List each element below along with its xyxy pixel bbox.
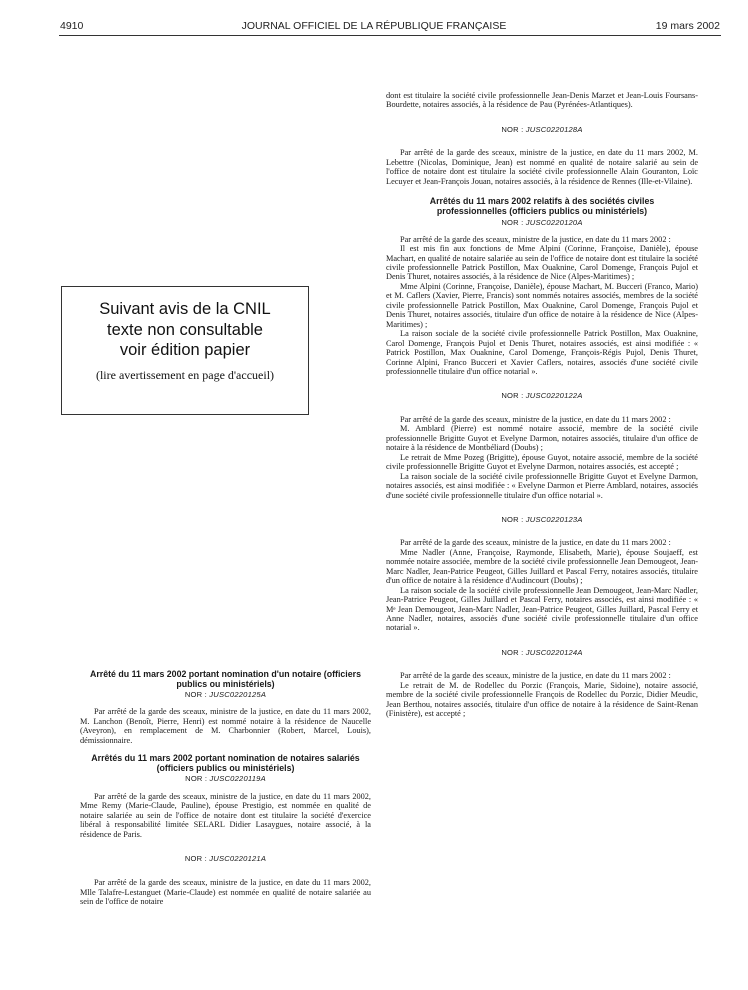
paragraph: Mme Nadler (Anne, Françoise, Raymonde, Elisabeth, Marie), épouse Soujaeff, est nommée notaire associée, membre de la société civile professionnelle Jean Demougeot, Jean-Marc Nadler, Jean-Patrice Peugeot, Gilles Juillard et Pascal Ferry, notaires associés, titulaire d'un office de notaire à la résidence d'Audincourt (Doubs) ; bbox=[386, 547, 698, 586]
paragraph: Le retrait de Mme Pozeg (Brigitte), épouse Guyot, notaire associé, membre de la société civile professionnelle Brigitte Guyot et Evelyne Darmon, notaires associés, est accepté ; bbox=[386, 452, 698, 472]
paragraph: Le retrait de M. de Rodellec du Porzic (François, Marie, Sidoine), notaire associé, membre de la société civile professionnelle François de Rodellec du Porzic, Didier Meudic, Jean Berthou, notaires associés, titulaire d'un office de notaire à la résidence de Saint-Renan (Finistère), est accepté ; bbox=[386, 680, 698, 719]
paragraph: Par arrêté de la garde des sceaux, ministre de la justice, en date du 11 mars 2002, Mlle Talafre-Lestanguet (Marie-Claude) est nommée en qualité de notaire salariée au sein de l'office de notaire bbox=[80, 878, 371, 907]
paragraph: Par arrêté de la garde des sceaux, ministre de la justice, en date du 11 mars 2002, M. Lanchon (Benoît, Pierre, Henri) est nommé notaire à la résidence de Naucelle (Aveyron), en remplacement de M. Charbonnier (Robert, Marcel, Louis), démissionnaire. bbox=[80, 707, 371, 745]
paragraph: La raison sociale de la société civile professionnelle Patrick Postillon, Max Ouaknine, Carol Domenge, François Pujol et Denis Thuret, notaires associés, est ainsi modifiée : « Patrick Postillon, Max Ouaknine, Carol Domenge, François-Régis Pujol, Denis Thuret, Corinne Alpini, Franco Bucceri et Xavier Caflers, notaires, associés d'une société civile professionnelle titulaire d'un office notarial ». bbox=[386, 329, 698, 376]
nor-reference: NOR : JUSC0220123A bbox=[501, 514, 583, 524]
paragraph: Il est mis fin aux fonctions de Mme Alpini (Corinne, Françoise, Danièle), épouse Machart, en qualité de notaire salariée au sein de l'office de notaire dont est titulaire la société civile professionnelle Patrick Postillon, Max Ouaknine, Carol Domenge, François Pujol et Denis Thuret, notaires associés, à la résidence de Nice (Alpes-Maritimes) ; bbox=[386, 244, 698, 282]
cnil-line-4: (lire avertissement en page d'accueil) bbox=[95, 367, 275, 382]
paragraph-continued: dont est titulaire la société civile professionnelle Jean-Denis Marzet et Jean-Louis Foursans-Bourdette, notaires associés, à la résidence de Pau (Pyrénées-Atlantiques). bbox=[386, 91, 698, 110]
paragraph: La raison sociale de la société civile professionnelle Brigitte Guyot et Evelyne Darmon, notaires associés, est ainsi modifiée : « Evelyne Darmon et Pierre Amblard, notaires, associés d'une société civile professionnelle titulaire d'un office notarial ». bbox=[386, 471, 698, 500]
nor-reference: NOR : JUSC0220119A bbox=[185, 774, 266, 784]
paragraph: Par arrêté de la garde des sceaux, ministre de la justice, en date du 11 mars 2002 : bbox=[400, 414, 671, 424]
left-column bbox=[80, 669, 371, 907]
paragraph: Par arrêté de la garde des sceaux, ministre de la justice, en date du 11 mars 2002, M. Lebettre (Nicolas, Dominique, Jean) est nommé en qualité de notaire salarié au sein de l'office de notaire dont est titulaire la société civile professionnelle Alain Gouranton, Loïc Lecuyer et Jean-François Jouan, notaires associés, à la résidence de Rennes (Ille-et-Vilaine). bbox=[386, 148, 698, 186]
cnil-notice-box bbox=[61, 286, 309, 415]
nor-reference: NOR : JUSC0220120A bbox=[501, 218, 583, 228]
paragraph: Par arrêté de la garde des sceaux, ministre de la justice, en date du 11 mars 2002, Mme Remy (Marie-Claude, Pauline), épouse Prestigio, est nommée en qualité de notaire salariée au sein de l'office de notaire dont est titulaire la société d'exercice libéral à responsabilité limitée SELARL Didier Lasaygues, notaire associé, à la résidence de Paris. bbox=[80, 791, 371, 839]
paragraph: Par arrêté de la garde des sceaux, ministre de la justice, en date du 11 mars 2002 : bbox=[400, 671, 671, 681]
paragraph: M. Amblard (Pierre) est nommé notaire associé, membre de la société civile professionnelle Brigitte Guyot et Evelyne Darmon, notaires associés, titulaire d'un office de notaire à la résidence de Montbéliard (Doubs) ; bbox=[386, 424, 698, 453]
issue-date: 19 mars 2002 bbox=[655, 20, 720, 32]
cnil-line-1: Suivant avis de la CNIL bbox=[99, 300, 271, 318]
nor-reference: NOR : JUSC0220122A bbox=[501, 391, 583, 401]
cnil-line-2: texte non consultable bbox=[107, 320, 263, 339]
heading-notaires-salaries: Arrêtés du 11 mars 2002 portant nomination de notaires salariés (officiers publics ou ministériels) bbox=[91, 753, 360, 774]
nor-reference: NOR : JUSC0220125A bbox=[184, 690, 267, 699]
nor-reference: NOR : JUSC0220124A bbox=[501, 647, 583, 657]
paragraph: Mme Alpini (Corinne, Françoise, Danièle), épouse Machart, M. Bucceri (Franco, Mario) et M. Caflers (Xavier, Pierre, Francis) sont nommés notaires associés, membres de la société civile professionnelle Patrick Postillon, Max Ouaknine, Carol Domenge, François Pujol et Denis Thuret, notaires associés, titulaire d'un office de notaire à la résidence de Nice (Alpes-Maritimes) ; bbox=[386, 281, 698, 329]
page-number: 4910 bbox=[60, 20, 84, 32]
heading-societes-civiles: Arrêtés du 11 mars 2002 relatifs à des sociétés civiles professionnelles (officiers publics ou ministériels) bbox=[429, 196, 655, 217]
header-rule bbox=[59, 35, 721, 36]
nor-reference: NOR : JUSC0220121A bbox=[184, 853, 267, 863]
heading-nomination-notaire: Arrêté du 11 mars 2002 portant nomination d'un notaire (officiers publics ou ministériels) bbox=[90, 669, 361, 689]
cnil-line-3: voir édition papier bbox=[119, 341, 251, 359]
paragraph: Par arrêté de la garde des sceaux, ministre de la justice, en date du 11 mars 2002 : bbox=[400, 538, 671, 548]
paragraph: La raison sociale de la société civile professionnelle Jean Demougeot, Jean-Marc Nadler, Jean-Patrice Peugeot, Gilles Juillard et Pascal Ferry, notaires associés, est ainsi modifiée : « Mᵉ Jean Demougeot, Jean-Marc Nadler, Jean-Patrice Peugeot, Gilles Juillard, Pascal Ferry et Anne Nadler, notaires, associés d'une société civile professionnelle titulaire d'un office notarial ». bbox=[386, 585, 698, 633]
paragraph: Par arrêté de la garde des sceaux, ministre de la justice, en date du 11 mars 2002 : bbox=[400, 234, 671, 244]
right-column bbox=[386, 91, 698, 719]
nor-reference: NOR : JUSC0220128A bbox=[501, 124, 583, 134]
journal-title: JOURNAL OFFICIEL DE LA RÉPUBLIQUE FRANÇAISE bbox=[241, 20, 507, 32]
